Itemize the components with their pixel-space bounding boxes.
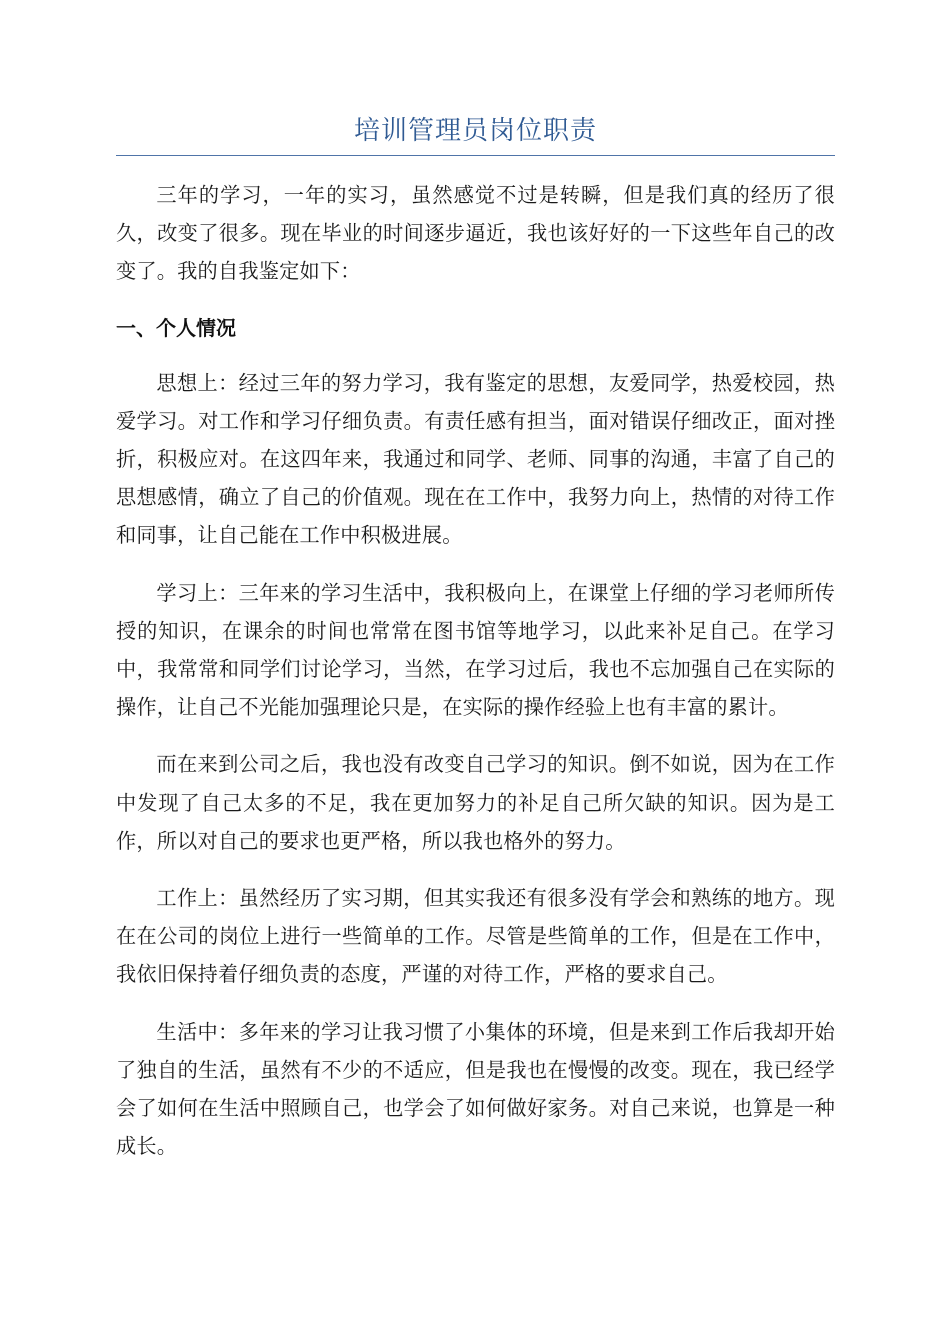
paragraph-work: 工作上：虽然经历了实习期，但其实我还有很多没有学会和熟练的地方。现在在公司的岗位上进行一些简单的工作。尽管是些简单的工作，但是在工作中，我依旧保持着仔细负责的态度，严谨的对待工作，严格的要求自己。: [116, 886, 835, 987]
intro-paragraph: 三年的学习，一年的实习，虽然感觉不过是转瞬，但是我们真的经历了很久，改变了很多。现在毕业的时间逐步逼近，我也该好好的一下这些年自己的改变了。我的自我鉴定如下：: [116, 183, 835, 284]
paragraph-study: 学习上：三年来的学习生活中，我积极向上，在课堂上仔细的学习老师所传授的知识，在课余的时间也常常在图书馆等地学习，以此来补足自己。在学习中，我常常和同学们讨论学习，当然，在学习过后，我也不忘加强自己在实际的操作，让自己不光能加强理论只是，在实际的操作经验上也有丰富的累计。: [116, 580, 835, 720]
paragraph-company: 而在来到公司之后，我也没有改变自己学习的知识。倒不如说，因为在工作中发现了自己太多的不足，我在更加努力的补足自己所欠缺的知识。因为是工作，所以对自己的要求也更严格，所以我也格外的努力。: [116, 752, 835, 853]
document-body: [116, 176, 835, 1184]
title-block: [116, 113, 835, 156]
section-heading: 一、个人情况: [116, 315, 236, 340]
paragraph-life: 生活中：多年来的学习让我习惯了小集体的环境，但是来到工作后我却开始了独自的生活，虽然有不少的不适应，但是我也在慢慢的改变。现在，我已经学会了如何在生活中照顾自己，也学会了如何做好家务。对自己来说，也算是一种成长。: [116, 1019, 835, 1159]
paragraph-thought: 思想上：经过三年的努力学习，我有鉴定的思想，友爱同学，热爱校园，热爱学习。对工作和学习仔细负责。有责任感有担当，面对错误仔细改正，面对挫折，积极应对。在这四年来，我通过和同学、老师、同事的沟通，丰富了自己的思想感情，确立了自己的价值观。现在在工作中，我努力向上，热情的对待工作和同事，让自己能在工作中积极进展。: [116, 370, 835, 548]
document-title: 培训管理员岗位职责: [353, 116, 597, 146]
